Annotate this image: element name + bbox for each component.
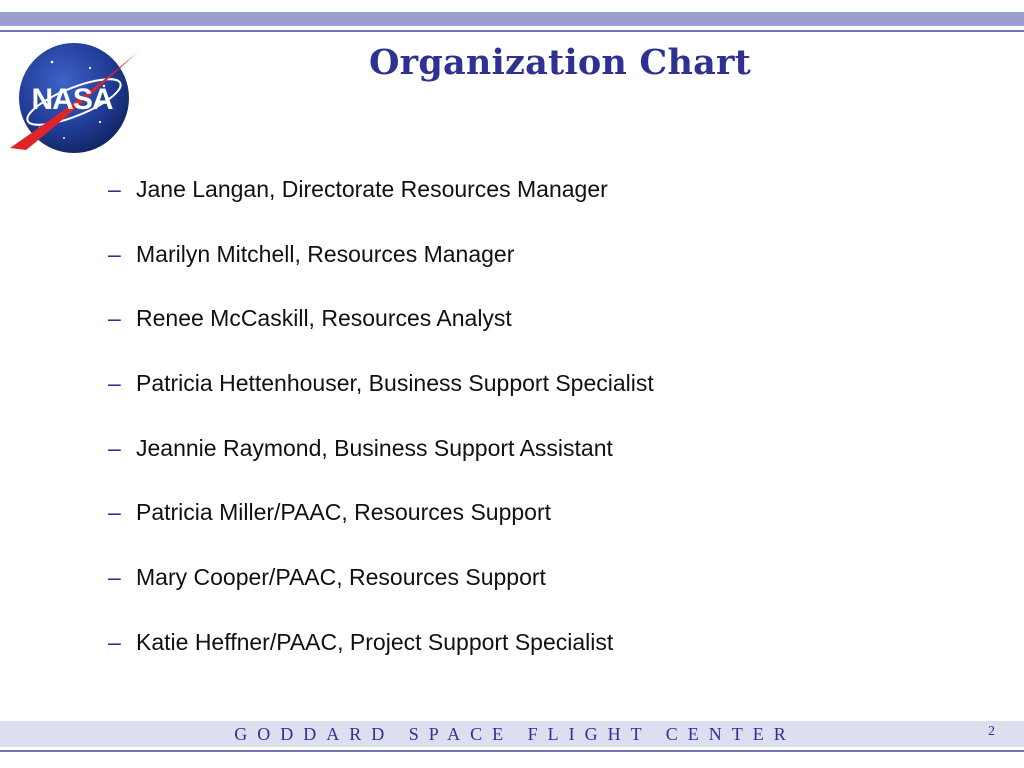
page-number: 2 bbox=[988, 724, 995, 739]
list-item-text: Jeannie Raymond, Business Support Assistant bbox=[136, 434, 613, 461]
footer-rule bbox=[0, 750, 1024, 752]
list-item bbox=[108, 564, 654, 629]
list-item-text: Mary Cooper/PAAC, Resources Support bbox=[136, 564, 546, 591]
staff-list bbox=[108, 176, 654, 694]
header-rule bbox=[0, 30, 1024, 32]
footer-title: GODDARD SPACE FLIGHT CENTER bbox=[234, 724, 796, 744]
page-title: Organization Chart bbox=[368, 42, 751, 83]
list-item-text: Katie Heffner/PAAC, Project Support Specialist bbox=[136, 628, 614, 655]
list-item-text: Renee McCaskill, Resources Analyst bbox=[136, 305, 512, 332]
bullet-dash: – bbox=[108, 240, 121, 267]
list-item bbox=[108, 629, 654, 694]
list-item-text: Marilyn Mitchell, Resources Manager bbox=[136, 240, 515, 267]
list-item bbox=[108, 370, 654, 435]
bullet-dash: – bbox=[108, 499, 121, 526]
bullet-dash: – bbox=[108, 176, 121, 202]
list-item-text: Patricia Hettenhouser, Business Support Specialist bbox=[136, 370, 654, 397]
list-item-text: Jane Langan, Directorate Resources Manager bbox=[136, 176, 608, 202]
bullet-dash: – bbox=[108, 564, 121, 591]
bullet-dash: – bbox=[108, 370, 121, 397]
svg-text:NASA: NASA bbox=[31, 83, 113, 116]
nasa-logo-icon bbox=[4, 40, 146, 160]
list-item bbox=[108, 241, 654, 306]
list-item bbox=[108, 176, 654, 241]
list-item bbox=[108, 435, 654, 500]
header-band bbox=[0, 12, 1024, 26]
bullet-dash: – bbox=[108, 628, 121, 655]
list-item bbox=[108, 305, 654, 370]
bullet-dash: – bbox=[108, 434, 121, 461]
list-item bbox=[108, 499, 654, 564]
list-item-text: Patricia Miller/PAAC, Resources Support bbox=[136, 499, 551, 526]
bullet-dash: – bbox=[108, 305, 121, 332]
